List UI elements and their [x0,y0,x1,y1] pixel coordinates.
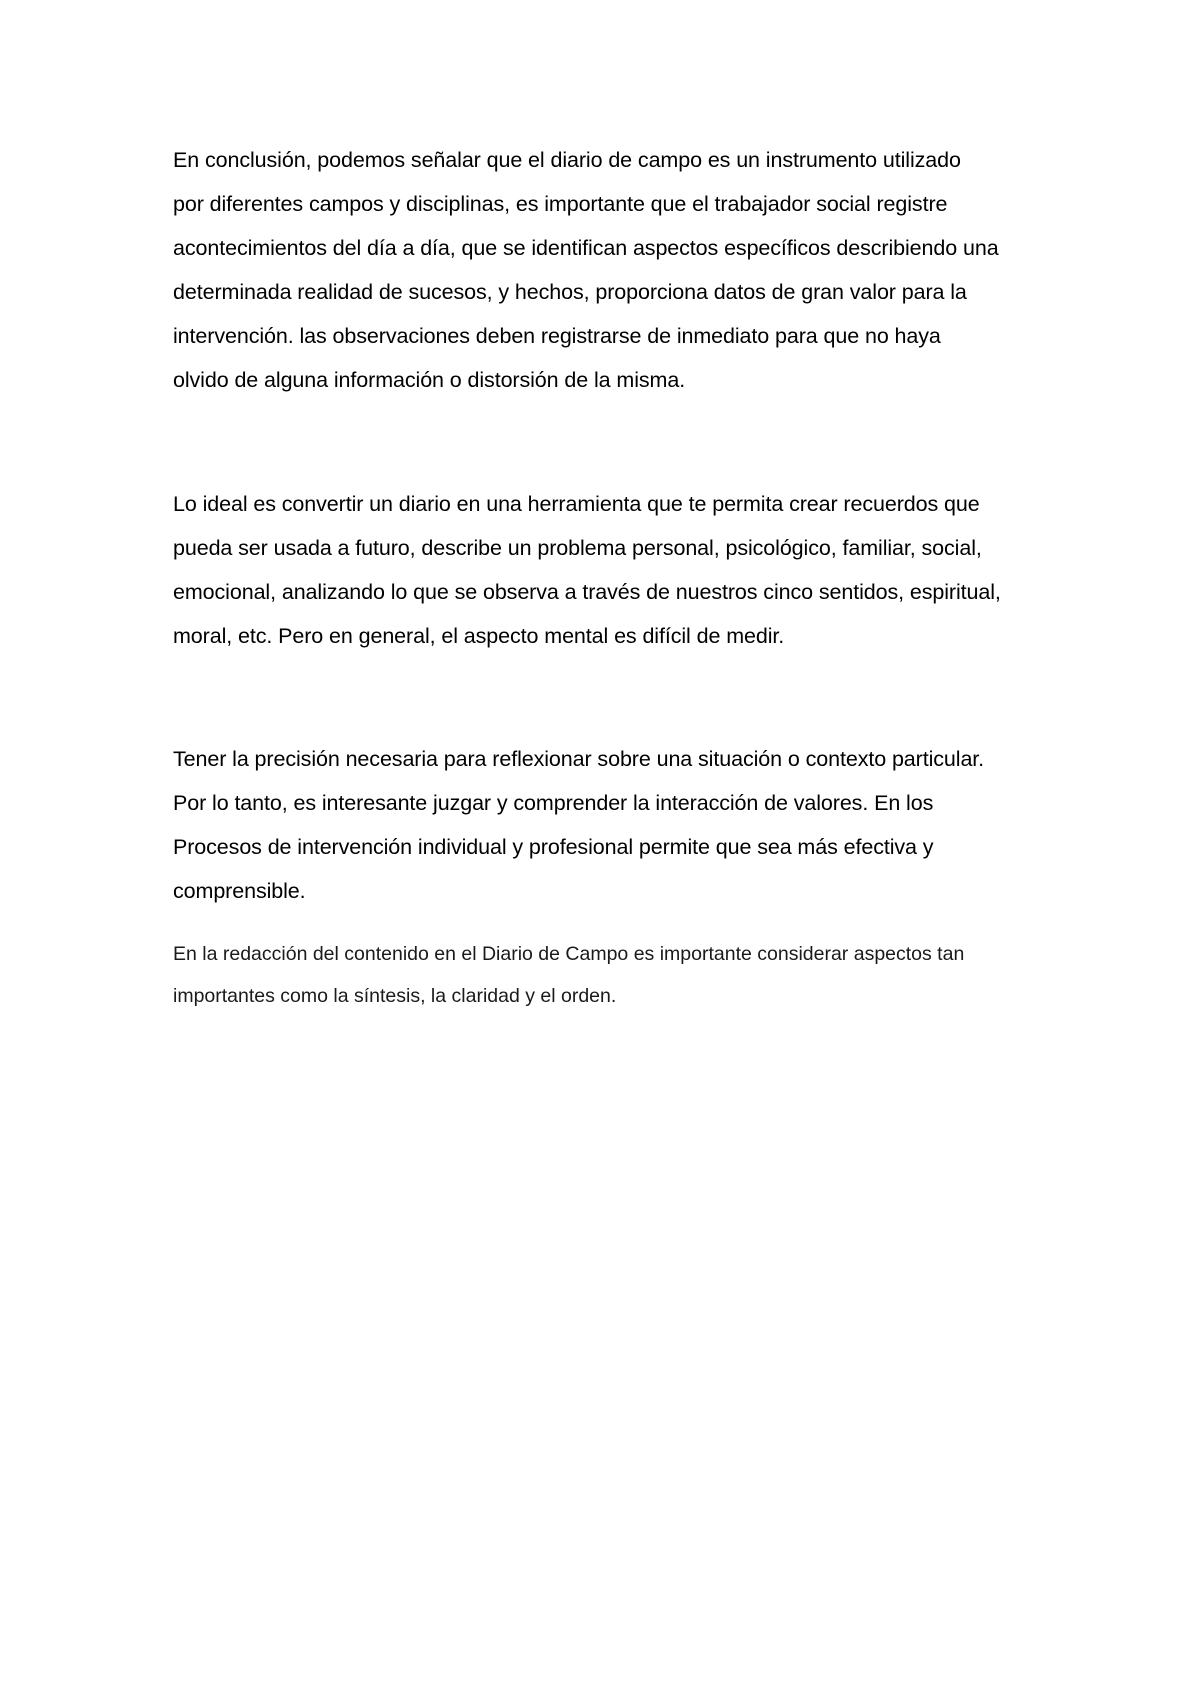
paragraph-line: Procesos de intervención individual y profesional permite que sea más efectiva y [173,835,934,859]
paragraph-line: olvido de alguna información o distorsión de la misma. [173,368,686,392]
paragraph-redaccion [173,933,1053,1017]
paragraph-line: pueda ser usada a futuro, describe un problema personal, psicológico, familiar, social, [173,536,982,560]
paragraph-line: En la redacción del contenido en el Diario de Campo es importante considerar aspectos tan [173,943,965,965]
paragraph-line: importantes como la síntesis, la claridad y el orden. [173,985,617,1007]
paragraph-line: moral, etc. Pero en general, el aspecto mental es difícil de medir. [173,624,785,648]
paragraph-line: Tener la precisión necesaria para reflexionar sobre una situación o contexto particular. [173,747,985,771]
paragraph-conclusion [173,138,1053,402]
paragraph-line: En conclusión, podemos señalar que el diario de campo es un instrumento utilizado [173,148,961,172]
paragraph-line: determinada realidad de sucesos, y hechos, proporciona datos de gran valor para la [173,280,967,304]
paragraph-precision [173,737,1053,913]
paragraph-line: intervención. las observaciones deben registrarse de inmediato para que no haya [173,324,941,348]
paragraph-ideal [173,482,1053,658]
paragraph-line: comprensible. [173,879,306,903]
paragraph-line: acontecimientos del día a día, que se identifican aspectos específicos describiendo una [173,236,999,260]
paragraph-line: emocional, analizando lo que se observa a través de nuestros cinco sentidos, espiritual, [173,580,1001,604]
paragraph-line: Por lo tanto, es interesante juzgar y comprender la interacción de valores. En los [173,791,934,815]
paragraph-line: por diferentes campos y disciplinas, es importante que el trabajador social registre [173,192,948,216]
paragraph-line: Lo ideal es convertir un diario en una herramienta que te permita crear recuerdos que [173,492,980,516]
